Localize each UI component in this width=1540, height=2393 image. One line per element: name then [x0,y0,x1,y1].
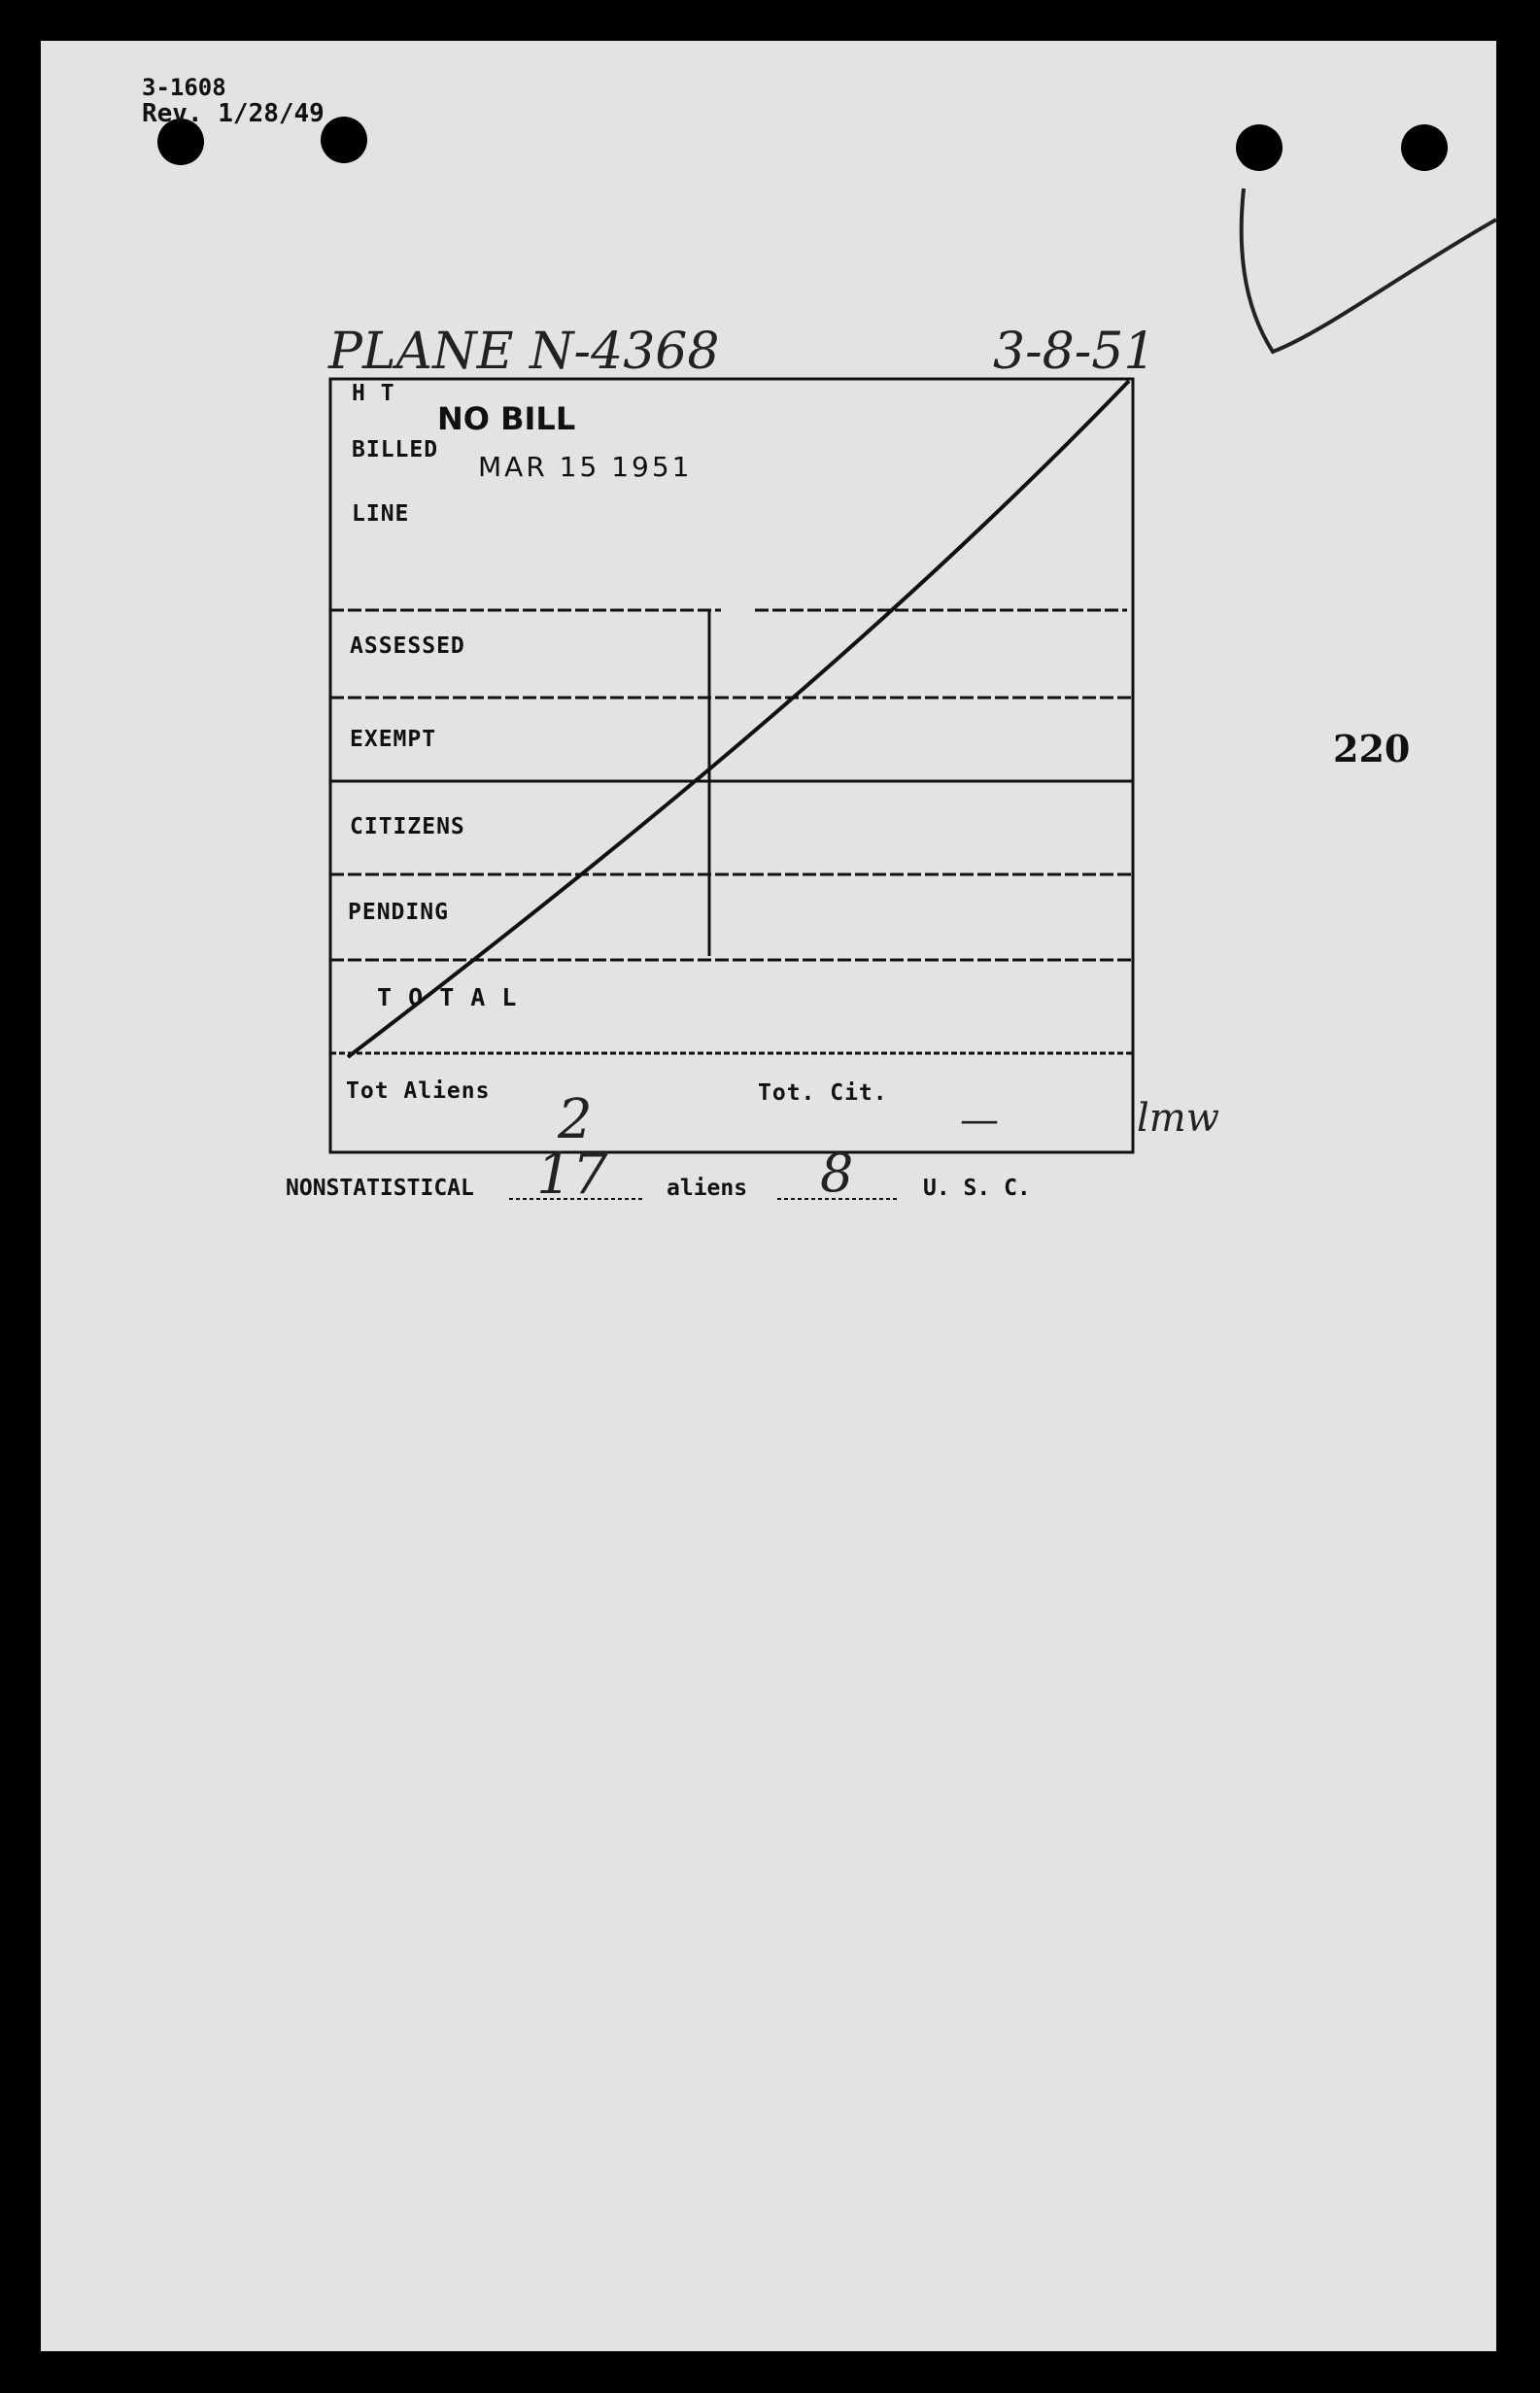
label-pending: PENDING [348,900,449,925]
label-billed: BILLED [352,437,439,462]
value-tot-aliens: 2 [558,1088,593,1151]
header-date: 3-8-51 [993,323,1156,381]
form-revision: Rev. 1/28/49 [142,99,325,128]
label-total: T O T A L [377,983,518,1011]
label-line: LINE [352,501,410,527]
label-ht: H T [352,381,395,406]
label-exempt: EXEMPT [350,727,437,752]
initials: lmw [1137,1096,1219,1141]
margin-number: 220 [1333,727,1411,770]
stamp-billed-date: MAR 15 1951 [478,451,693,483]
label-citizens: CITIZENS [350,814,465,839]
label-tot-aliens: Tot Aliens [346,1078,491,1104]
nonstatistical-aliens-count: 17 [536,1141,608,1207]
aliens-label: aliens [667,1176,748,1201]
plane-number: PLANE N-4368 [328,323,720,381]
usc-label: U. S. C. [923,1176,1031,1201]
usc-count: 8 [820,1143,854,1204]
document-page [41,41,1496,2351]
label-assessed: ASSESSED [350,633,465,659]
stamp-no-bill: NO BILL [437,400,576,437]
value-tot-cit: — [960,1098,999,1143]
label-tot-cit: Tot. Cit. [758,1080,888,1106]
nonstatistical-label: NONSTATISTICAL [286,1176,474,1201]
form-grid [41,41,1496,2351]
form-number: 3-1608 [142,74,226,101]
